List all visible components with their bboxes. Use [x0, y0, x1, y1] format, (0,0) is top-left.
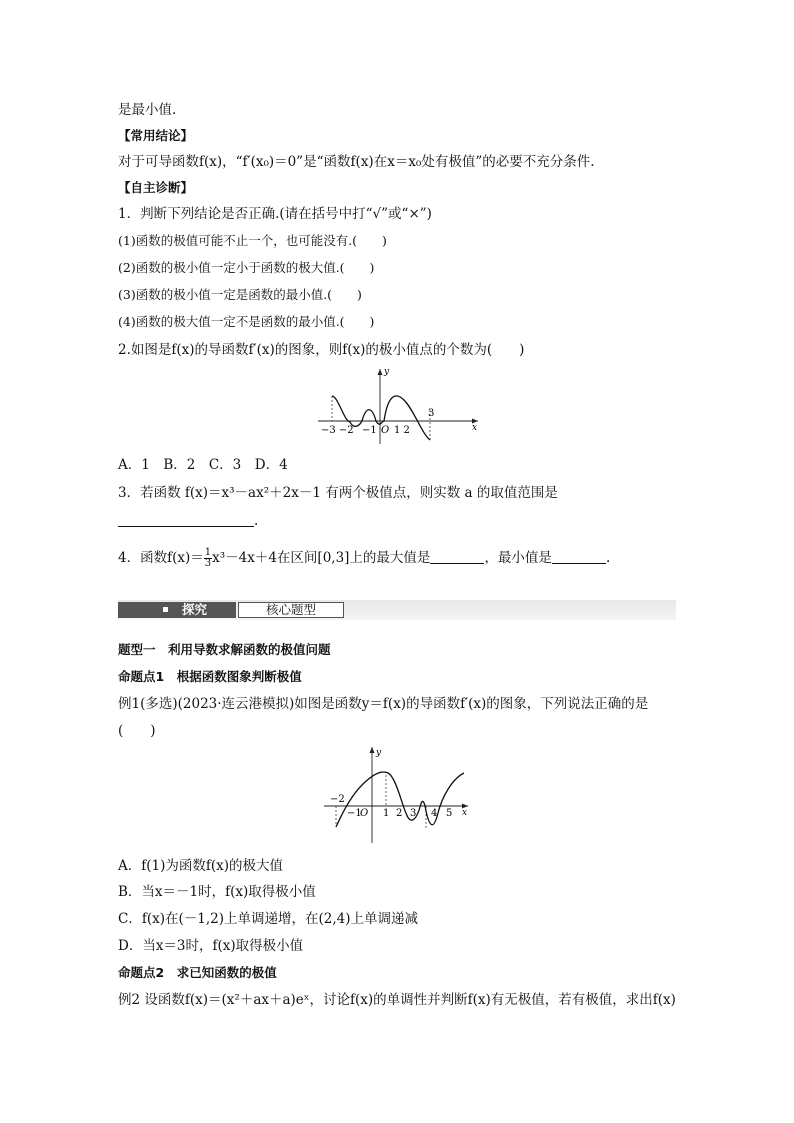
fraction: [204, 548, 212, 569]
band-left-text: 探究: [182, 602, 208, 617]
tick-label: −1: [347, 808, 362, 819]
text: x³－4x＋4在区间[0,3]上的最大值是: [212, 550, 431, 566]
tick-labels-positive: 1 2: [394, 425, 410, 436]
question-1-item-1: (1)函数的极值可能不止一个，也可能没有.( ): [118, 233, 387, 248]
tick-label: 1: [383, 808, 390, 819]
text-line: 是最小值.: [118, 102, 177, 118]
subtopic-heading: 命题点2 求已知函数的极值: [118, 965, 277, 980]
denominator: 3: [204, 558, 212, 569]
question-1-item-2: (2)函数的极小值一定小于函数的极大值.( ): [118, 260, 375, 275]
topic-heading: 题型一 利用导数求解函数的极值问题: [118, 642, 331, 657]
question-2: 2.如图是f(x)的导函数f′(x)的图象，则f(x)的极小值点的个数为( ): [118, 342, 525, 358]
example-2: 例2 设函数f(x)＝(x²＋ax＋a)eˣ，讨论f(x)的单调性并判断f(x)有无极值，若有极值，求出f(x): [118, 992, 676, 1008]
text-line: 对于可导函数f(x)，“f′(x₀)＝0”是“函数f(x)在x＝x₀处有极值”的必要不充分条件.: [118, 154, 595, 170]
example-1-option-a: A．f(1)为函数f(x)的极大值: [118, 858, 284, 874]
text: 4．函数f(x)＝: [118, 550, 204, 566]
tick-label: 4: [431, 808, 438, 819]
tick-label: −1: [362, 425, 377, 436]
text: .: [605, 550, 611, 566]
derivative-graph-1: [318, 366, 484, 446]
question-3: 3．若函数 f(x)＝x³－ax²＋2x－1 有两个极值点，则实数 a 的取值范围是: [118, 485, 558, 501]
band-label-left: [118, 602, 236, 618]
example-1-option-b: B．当x＝－1时，f(x)取得极小值: [118, 884, 316, 900]
y-axis-label: y: [384, 367, 390, 377]
section-heading-common-conclusion: 【常用结论】: [118, 128, 194, 143]
question-2-options: A．1 B．2 C．3 D．4: [118, 457, 288, 473]
tick-labels-negative: −3 −2: [321, 425, 354, 436]
question-1-item-4: (4)函数的极大值一定不是函数的最小值.( ): [118, 314, 375, 329]
question-1-item-3: (3)函数的极小值一定是函数的最小值.( ): [118, 287, 362, 302]
example-1-option-c: C．f(x)在(－1,2)上单调递增，在(2,4)上单调递减: [118, 911, 418, 927]
question-4: [118, 548, 610, 569]
derivative-graph-2: [322, 745, 472, 845]
x-axis-label: x: [472, 423, 478, 433]
x-axis-label: x: [462, 808, 468, 818]
band-label-right: 核心题型: [238, 602, 344, 618]
tick-label: 3: [410, 808, 417, 819]
origin-label: O: [360, 808, 369, 819]
tick-label: 2: [396, 808, 403, 819]
section-band: [118, 600, 676, 620]
example-1-bracket: ( ): [118, 723, 156, 739]
answer-blank-max[interactable]: [430, 549, 484, 564]
tick-label: −2: [330, 794, 345, 805]
section-heading-self-diagnosis: 【自主诊断】: [118, 180, 194, 195]
square-bullet-icon: [163, 607, 168, 612]
text: ，最小值是: [484, 550, 552, 566]
numerator: 1: [204, 547, 212, 558]
y-axis-label: y: [376, 748, 382, 758]
question-1: 1．判断下列结论是否正确.(请在括号中打“√”或“×”): [118, 206, 432, 222]
answer-blank-min[interactable]: [552, 549, 606, 564]
origin-label: O: [381, 425, 390, 436]
question-3-blank-line: [118, 511, 258, 531]
subtopic-heading: 命题点1 根据函数图象判断极值: [118, 669, 302, 684]
tick-label: 5: [446, 808, 453, 819]
tick-label: 3: [428, 408, 435, 419]
example-1-option-d: D．当x＝3时，f(x)取得极小值: [118, 938, 304, 954]
example-1: 例1(多选)(2023·连云港模拟)如图是函数y＝f(x)的导函数f′(x)的图象，下列说法正确的是: [118, 696, 649, 712]
text: .: [254, 513, 259, 529]
answer-blank[interactable]: [118, 512, 254, 527]
